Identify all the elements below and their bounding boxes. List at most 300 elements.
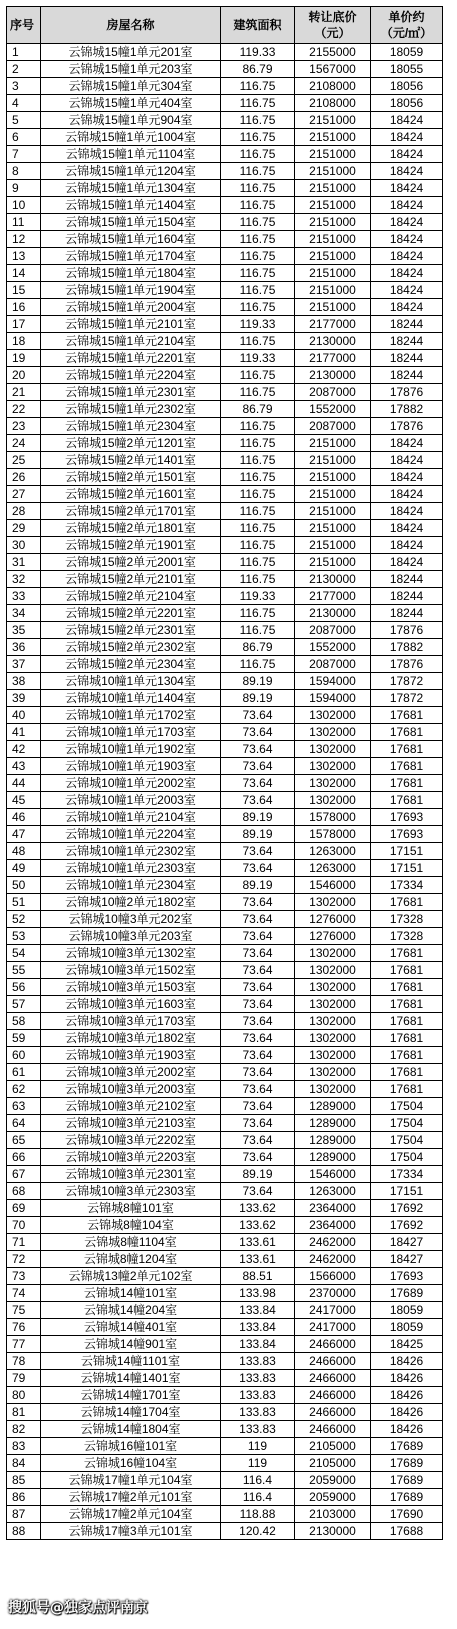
cell-name: 云锦城15幢1单元1904室 xyxy=(41,282,221,299)
cell-area: 73.64 xyxy=(221,1030,295,1047)
cell-unit-price: 17681 xyxy=(371,979,443,996)
cell-unit-price: 17690 xyxy=(371,1506,443,1523)
cell-unit-price: 18424 xyxy=(371,554,443,571)
table-row xyxy=(7,520,443,537)
cell-name: 云锦城15幢2单元1401室 xyxy=(41,452,221,469)
cell-name: 云锦城15幢2单元1701室 xyxy=(41,503,221,520)
cell-area: 119.33 xyxy=(221,316,295,333)
cell-name: 云锦城10幢1单元1703室 xyxy=(41,724,221,741)
cell-unit-price: 17681 xyxy=(371,945,443,962)
cell-area: 116.75 xyxy=(221,95,295,112)
cell-area: 88.51 xyxy=(221,1268,295,1285)
cell-unit-price: 18424 xyxy=(371,503,443,520)
cell-unit-price: 17504 xyxy=(371,1098,443,1115)
cell-unit-price: 17681 xyxy=(371,758,443,775)
cell-area: 133.84 xyxy=(221,1319,295,1336)
cell-name: 云锦城15幢1单元904室 xyxy=(41,112,221,129)
cell-price: 2087000 xyxy=(295,418,371,435)
table-header xyxy=(7,7,443,44)
cell-unit-price: 18424 xyxy=(371,112,443,129)
cell-price: 2370000 xyxy=(295,1285,371,1302)
cell-area: 116.75 xyxy=(221,129,295,146)
cell-unit-price: 17689 xyxy=(371,1438,443,1455)
cell-unit-price: 17504 xyxy=(371,1115,443,1132)
table-row xyxy=(7,282,443,299)
cell-unit-price: 17876 xyxy=(371,656,443,673)
cell-name: 云锦城14幢204室 xyxy=(41,1302,221,1319)
cell-index: 6 xyxy=(7,129,41,146)
cell-area: 73.64 xyxy=(221,741,295,758)
cell-name: 云锦城10幢1单元2204室 xyxy=(41,826,221,843)
table-row xyxy=(7,316,443,333)
cell-price: 1302000 xyxy=(295,758,371,775)
cell-price: 1302000 xyxy=(295,724,371,741)
cell-unit-price: 17693 xyxy=(371,809,443,826)
cell-unit-price: 17151 xyxy=(371,860,443,877)
cell-area: 133.61 xyxy=(221,1234,295,1251)
cell-name: 云锦城15幢1单元201室 xyxy=(41,44,221,61)
cell-name: 云锦城15幢1单元1204室 xyxy=(41,163,221,180)
cell-unit-price: 18424 xyxy=(371,282,443,299)
cell-name: 云锦城15幢1单元1504室 xyxy=(41,214,221,231)
cell-index: 65 xyxy=(7,1132,41,1149)
table-row xyxy=(7,1013,443,1030)
cell-price: 2103000 xyxy=(295,1506,371,1523)
cell-index: 54 xyxy=(7,945,41,962)
table-row xyxy=(7,1285,443,1302)
cell-name: 云锦城15幢2单元2304室 xyxy=(41,656,221,673)
cell-name: 云锦城15幢1单元2302室 xyxy=(41,401,221,418)
cell-price: 2417000 xyxy=(295,1319,371,1336)
cell-name: 云锦城15幢1单元1704室 xyxy=(41,248,221,265)
cell-unit-price: 18424 xyxy=(371,146,443,163)
cell-area: 73.64 xyxy=(221,1013,295,1030)
cell-index: 80 xyxy=(7,1387,41,1404)
cell-name: 云锦城10幢1单元2302室 xyxy=(41,843,221,860)
table-row xyxy=(7,775,443,792)
cell-index: 83 xyxy=(7,1438,41,1455)
cell-price: 2059000 xyxy=(295,1472,371,1489)
table-row xyxy=(7,1438,443,1455)
cell-name: 云锦城8幢1204室 xyxy=(41,1251,221,1268)
cell-name: 云锦城10幢1单元2104室 xyxy=(41,809,221,826)
cell-index: 50 xyxy=(7,877,41,894)
header-index: 序号 xyxy=(7,7,41,44)
cell-name: 云锦城15幢2单元1901室 xyxy=(41,537,221,554)
cell-name: 云锦城10幢1单元2304室 xyxy=(41,877,221,894)
cell-index: 10 xyxy=(7,197,41,214)
cell-unit-price: 18424 xyxy=(371,214,443,231)
cell-area: 73.64 xyxy=(221,707,295,724)
cell-index: 59 xyxy=(7,1030,41,1047)
cell-price: 1302000 xyxy=(295,1047,371,1064)
cell-index: 67 xyxy=(7,1166,41,1183)
cell-index: 71 xyxy=(7,1234,41,1251)
cell-index: 33 xyxy=(7,588,41,605)
cell-name: 云锦城10幢3单元1503室 xyxy=(41,979,221,996)
cell-index: 3 xyxy=(7,78,41,95)
cell-price: 2155000 xyxy=(295,44,371,61)
cell-index: 38 xyxy=(7,673,41,690)
header-price: 转让底价 （元） xyxy=(295,7,371,44)
table-row xyxy=(7,1302,443,1319)
cell-index: 53 xyxy=(7,928,41,945)
cell-index: 73 xyxy=(7,1268,41,1285)
cell-area: 116.75 xyxy=(221,265,295,282)
cell-index: 46 xyxy=(7,809,41,826)
cell-index: 17 xyxy=(7,316,41,333)
cell-name: 云锦城10幢3单元202室 xyxy=(41,911,221,928)
cell-price: 2466000 xyxy=(295,1421,371,1438)
cell-price: 1302000 xyxy=(295,1081,371,1098)
table-row xyxy=(7,1217,443,1234)
cell-price: 2108000 xyxy=(295,78,371,95)
cell-price: 2151000 xyxy=(295,486,371,503)
table-row xyxy=(7,214,443,231)
table-row xyxy=(7,333,443,350)
cell-price: 1302000 xyxy=(295,707,371,724)
cell-area: 116.75 xyxy=(221,418,295,435)
cell-name: 云锦城8幢104室 xyxy=(41,1217,221,1234)
cell-index: 5 xyxy=(7,112,41,129)
cell-unit-price: 17689 xyxy=(371,1489,443,1506)
table-row xyxy=(7,1234,443,1251)
table-row xyxy=(7,469,443,486)
cell-index: 68 xyxy=(7,1183,41,1200)
cell-area: 116.75 xyxy=(221,384,295,401)
cell-name: 云锦城15幢2单元2104室 xyxy=(41,588,221,605)
cell-name: 云锦城10幢3单元2003室 xyxy=(41,1081,221,1098)
cell-index: 48 xyxy=(7,843,41,860)
header-area: 建筑面积 xyxy=(221,7,295,44)
cell-unit-price: 17882 xyxy=(371,639,443,656)
cell-price: 1302000 xyxy=(295,1064,371,1081)
cell-name: 云锦城14幢1804室 xyxy=(41,1421,221,1438)
cell-price: 2130000 xyxy=(295,571,371,588)
cell-price: 2466000 xyxy=(295,1370,371,1387)
cell-area: 73.64 xyxy=(221,792,295,809)
cell-price: 1289000 xyxy=(295,1115,371,1132)
cell-area: 116.75 xyxy=(221,197,295,214)
cell-name: 云锦城10幢1单元1702室 xyxy=(41,707,221,724)
cell-area: 89.19 xyxy=(221,877,295,894)
cell-area: 73.64 xyxy=(221,843,295,860)
cell-area: 73.64 xyxy=(221,1081,295,1098)
table-row xyxy=(7,231,443,248)
cell-area: 73.64 xyxy=(221,860,295,877)
cell-index: 45 xyxy=(7,792,41,809)
cell-index: 22 xyxy=(7,401,41,418)
cell-index: 88 xyxy=(7,1523,41,1540)
cell-index: 11 xyxy=(7,214,41,231)
cell-unit-price: 18424 xyxy=(371,435,443,452)
cell-price: 2466000 xyxy=(295,1404,371,1421)
table-row xyxy=(7,1353,443,1370)
table-row xyxy=(7,1132,443,1149)
cell-price: 2151000 xyxy=(295,231,371,248)
cell-name: 云锦城10幢3单元2202室 xyxy=(41,1132,221,1149)
cell-index: 47 xyxy=(7,826,41,843)
table-row xyxy=(7,656,443,673)
cell-name: 云锦城15幢1单元404室 xyxy=(41,95,221,112)
cell-unit-price: 18244 xyxy=(371,367,443,384)
table-row xyxy=(7,1047,443,1064)
cell-name: 云锦城15幢1单元1404室 xyxy=(41,197,221,214)
cell-unit-price: 17681 xyxy=(371,741,443,758)
cell-index: 36 xyxy=(7,639,41,656)
cell-unit-price: 18426 xyxy=(371,1387,443,1404)
cell-area: 116.75 xyxy=(221,622,295,639)
cell-price: 2108000 xyxy=(295,95,371,112)
table-row xyxy=(7,1064,443,1081)
cell-area: 73.64 xyxy=(221,979,295,996)
cell-unit-price: 18244 xyxy=(371,333,443,350)
cell-area: 133.83 xyxy=(221,1370,295,1387)
cell-price: 1594000 xyxy=(295,690,371,707)
cell-name: 云锦城15幢1单元1304室 xyxy=(41,180,221,197)
table-row xyxy=(7,826,443,843)
cell-index: 12 xyxy=(7,231,41,248)
cell-index: 61 xyxy=(7,1064,41,1081)
cell-price: 2151000 xyxy=(295,265,371,282)
table-row xyxy=(7,877,443,894)
cell-unit-price: 17681 xyxy=(371,1064,443,1081)
cell-unit-price: 17328 xyxy=(371,911,443,928)
table-row xyxy=(7,180,443,197)
cell-index: 82 xyxy=(7,1421,41,1438)
cell-price: 1594000 xyxy=(295,673,371,690)
cell-index: 28 xyxy=(7,503,41,520)
cell-unit-price: 17681 xyxy=(371,1013,443,1030)
cell-name: 云锦城15幢1单元1604室 xyxy=(41,231,221,248)
cell-area: 119.33 xyxy=(221,588,295,605)
table-row xyxy=(7,486,443,503)
table-row xyxy=(7,707,443,724)
cell-name: 云锦城10幢3单元2002室 xyxy=(41,1064,221,1081)
cell-unit-price: 17872 xyxy=(371,673,443,690)
table-row xyxy=(7,248,443,265)
cell-index: 56 xyxy=(7,979,41,996)
cell-price: 1566000 xyxy=(295,1268,371,1285)
cell-name: 云锦城10幢3单元2303室 xyxy=(41,1183,221,1200)
cell-name: 云锦城10幢3单元2103室 xyxy=(41,1115,221,1132)
cell-index: 23 xyxy=(7,418,41,435)
cell-price: 1302000 xyxy=(295,945,371,962)
cell-price: 1289000 xyxy=(295,1149,371,1166)
cell-unit-price: 17151 xyxy=(371,1183,443,1200)
cell-name: 云锦城15幢1单元2201室 xyxy=(41,350,221,367)
cell-unit-price: 17681 xyxy=(371,962,443,979)
cell-name: 云锦城15幢2单元2301室 xyxy=(41,622,221,639)
table-row xyxy=(7,911,443,928)
cell-area: 116.75 xyxy=(221,282,295,299)
table-row xyxy=(7,78,443,95)
cell-area: 116.75 xyxy=(221,299,295,316)
cell-price: 1546000 xyxy=(295,877,371,894)
table-row xyxy=(7,503,443,520)
cell-unit-price: 18059 xyxy=(371,44,443,61)
cell-name: 云锦城17幢2单元104室 xyxy=(41,1506,221,1523)
cell-unit-price: 18424 xyxy=(371,469,443,486)
cell-unit-price: 18055 xyxy=(371,61,443,78)
table-row xyxy=(7,894,443,911)
cell-area: 116.75 xyxy=(221,231,295,248)
table-row xyxy=(7,690,443,707)
cell-area: 86.79 xyxy=(221,61,295,78)
cell-name: 云锦城10幢3单元1703室 xyxy=(41,1013,221,1030)
table-row xyxy=(7,1081,443,1098)
cell-area: 116.75 xyxy=(221,537,295,554)
cell-area: 86.79 xyxy=(221,401,295,418)
cell-index: 18 xyxy=(7,333,41,350)
cell-price: 1276000 xyxy=(295,911,371,928)
cell-index: 69 xyxy=(7,1200,41,1217)
cell-index: 19 xyxy=(7,350,41,367)
cell-name: 云锦城16幢104室 xyxy=(41,1455,221,1472)
cell-index: 60 xyxy=(7,1047,41,1064)
table-row xyxy=(7,1200,443,1217)
cell-area: 116.75 xyxy=(221,452,295,469)
cell-unit-price: 17681 xyxy=(371,996,443,1013)
watermark: 搜狐号@独家点评南京 xyxy=(8,1600,148,1616)
table-row xyxy=(7,1268,443,1285)
cell-price: 1263000 xyxy=(295,860,371,877)
cell-area: 73.64 xyxy=(221,911,295,928)
cell-price: 2462000 xyxy=(295,1234,371,1251)
cell-area: 119 xyxy=(221,1438,295,1455)
cell-area: 89.19 xyxy=(221,826,295,843)
cell-unit-price: 17681 xyxy=(371,1081,443,1098)
cell-price: 1302000 xyxy=(295,979,371,996)
cell-name: 云锦城14幢1101室 xyxy=(41,1353,221,1370)
table-row xyxy=(7,367,443,384)
table-row xyxy=(7,1336,443,1353)
cell-name: 云锦城15幢1单元1104室 xyxy=(41,146,221,163)
cell-price: 2151000 xyxy=(295,112,371,129)
cell-area: 116.75 xyxy=(221,180,295,197)
table-row xyxy=(7,537,443,554)
cell-name: 云锦城10幢2单元1802室 xyxy=(41,894,221,911)
cell-unit-price: 18424 xyxy=(371,299,443,316)
cell-index: 78 xyxy=(7,1353,41,1370)
cell-name: 云锦城8幢101室 xyxy=(41,1200,221,1217)
cell-area: 73.64 xyxy=(221,928,295,945)
cell-area: 73.64 xyxy=(221,1132,295,1149)
table-row xyxy=(7,299,443,316)
cell-area: 119.33 xyxy=(221,44,295,61)
cell-index: 74 xyxy=(7,1285,41,1302)
cell-price: 2151000 xyxy=(295,452,371,469)
cell-name: 云锦城14幢1401室 xyxy=(41,1370,221,1387)
cell-price: 2105000 xyxy=(295,1455,371,1472)
cell-price: 2087000 xyxy=(295,384,371,401)
cell-unit-price: 17689 xyxy=(371,1472,443,1489)
cell-name: 云锦城15幢1单元2204室 xyxy=(41,367,221,384)
cell-area: 73.64 xyxy=(221,894,295,911)
table-row xyxy=(7,1319,443,1336)
cell-index: 39 xyxy=(7,690,41,707)
cell-price: 1302000 xyxy=(295,962,371,979)
cell-index: 35 xyxy=(7,622,41,639)
cell-index: 57 xyxy=(7,996,41,1013)
table-row xyxy=(7,435,443,452)
table-row xyxy=(7,1421,443,1438)
cell-unit-price: 18059 xyxy=(371,1319,443,1336)
cell-area: 116.75 xyxy=(221,333,295,350)
cell-index: 75 xyxy=(7,1302,41,1319)
cell-price: 2364000 xyxy=(295,1217,371,1234)
cell-index: 30 xyxy=(7,537,41,554)
cell-area: 133.61 xyxy=(221,1251,295,1268)
cell-name: 云锦城15幢2单元2101室 xyxy=(41,571,221,588)
cell-unit-price: 18244 xyxy=(371,588,443,605)
cell-unit-price: 18427 xyxy=(371,1251,443,1268)
cell-index: 4 xyxy=(7,95,41,112)
cell-price: 2177000 xyxy=(295,588,371,605)
cell-unit-price: 18426 xyxy=(371,1404,443,1421)
cell-area: 116.75 xyxy=(221,146,295,163)
cell-index: 32 xyxy=(7,571,41,588)
cell-index: 29 xyxy=(7,520,41,537)
cell-name: 云锦城15幢2单元1201室 xyxy=(41,435,221,452)
cell-price: 1578000 xyxy=(295,826,371,843)
cell-price: 2151000 xyxy=(295,163,371,180)
cell-unit-price: 18424 xyxy=(371,129,443,146)
table-row xyxy=(7,129,443,146)
cell-name: 云锦城15幢1单元1004室 xyxy=(41,129,221,146)
table-row xyxy=(7,792,443,809)
cell-name: 云锦城14幢1704室 xyxy=(41,1404,221,1421)
cell-name: 云锦城10幢3单元2203室 xyxy=(41,1149,221,1166)
cell-name: 云锦城15幢1单元304室 xyxy=(41,78,221,95)
cell-name: 云锦城10幢1单元1902室 xyxy=(41,741,221,758)
cell-unit-price: 18056 xyxy=(371,95,443,112)
cell-index: 9 xyxy=(7,180,41,197)
cell-index: 34 xyxy=(7,605,41,622)
cell-price: 2130000 xyxy=(295,367,371,384)
cell-name: 云锦城15幢1单元2101室 xyxy=(41,316,221,333)
cell-price: 1552000 xyxy=(295,639,371,656)
cell-price: 2130000 xyxy=(295,333,371,350)
table-row xyxy=(7,622,443,639)
cell-name: 云锦城15幢1单元1804室 xyxy=(41,265,221,282)
table-row xyxy=(7,265,443,282)
cell-name: 云锦城15幢2单元2302室 xyxy=(41,639,221,656)
cell-name: 云锦城10幢1单元1903室 xyxy=(41,758,221,775)
table-row xyxy=(7,639,443,656)
cell-area: 116.75 xyxy=(221,571,295,588)
table-row xyxy=(7,384,443,401)
table-row xyxy=(7,809,443,826)
table-row xyxy=(7,197,443,214)
table-row xyxy=(7,1370,443,1387)
cell-name: 云锦城15幢1单元2004室 xyxy=(41,299,221,316)
cell-area: 133.83 xyxy=(221,1387,295,1404)
cell-name: 云锦城17幢2单元101室 xyxy=(41,1489,221,1506)
cell-unit-price: 17692 xyxy=(371,1217,443,1234)
cell-area: 116.75 xyxy=(221,163,295,180)
cell-area: 73.64 xyxy=(221,1047,295,1064)
cell-index: 77 xyxy=(7,1336,41,1353)
cell-area: 89.19 xyxy=(221,1166,295,1183)
cell-name: 云锦城15幢1单元2301室 xyxy=(41,384,221,401)
cell-unit-price: 18424 xyxy=(371,486,443,503)
cell-area: 89.19 xyxy=(221,809,295,826)
cell-unit-price: 17681 xyxy=(371,775,443,792)
cell-index: 66 xyxy=(7,1149,41,1166)
table-row xyxy=(7,61,443,78)
cell-name: 云锦城10幢3单元203室 xyxy=(41,928,221,945)
